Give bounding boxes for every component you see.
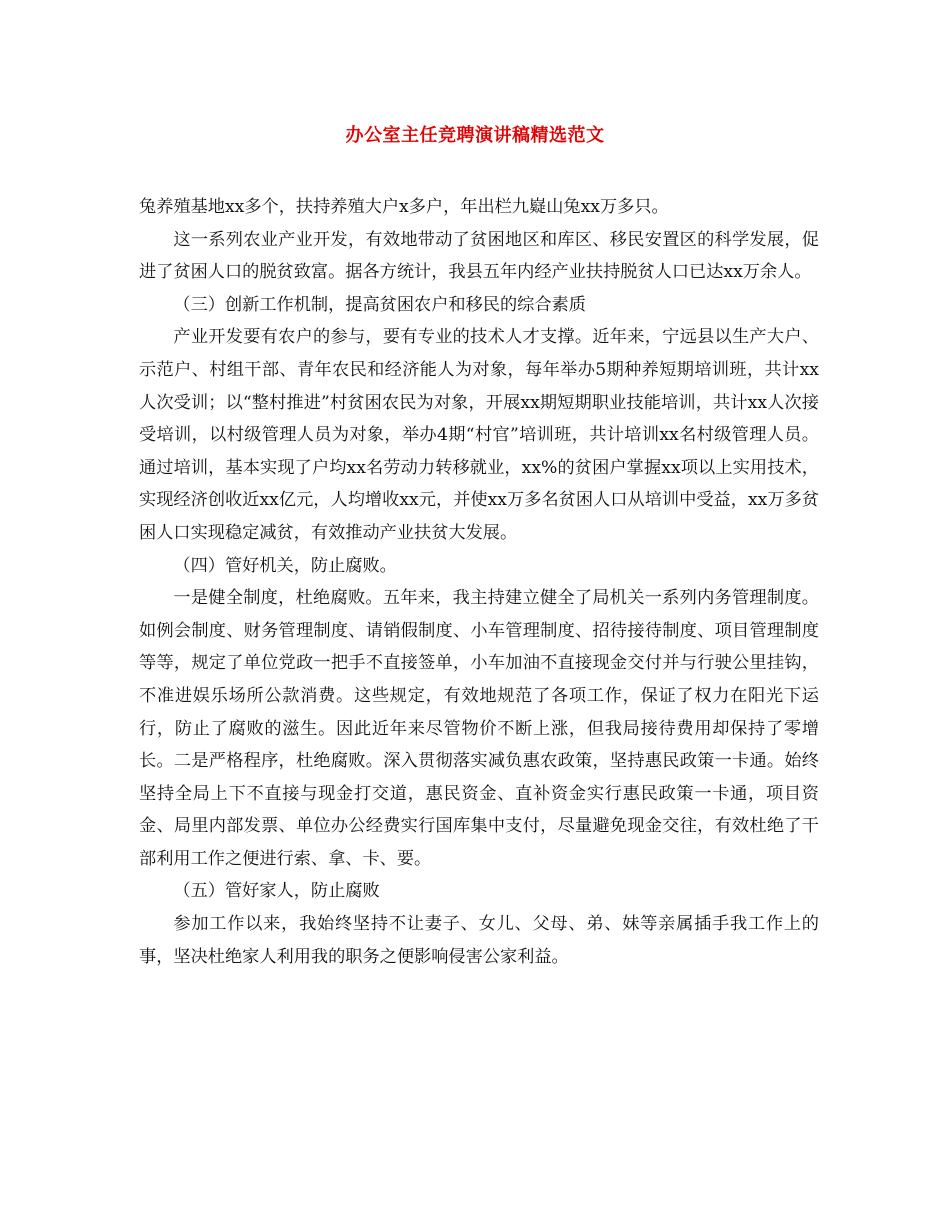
paragraph-family: 参加工作以来，我始终坚持不让妻子、女儿、父母、弟、妹等亲属插手我工作上的事，坚决杜绝家人利用我的职务之便影响侵害公家利益。 xyxy=(139,914,819,967)
section-heading-three: （三）创新工作机制，提高贫困农户和移民的综合素质 xyxy=(173,294,586,315)
paragraph-continuation: 兔养殖基地xx多个，扶持养殖大户x多户，年出栏九嶷山兔xx万多只。 xyxy=(139,197,669,217)
document-body xyxy=(139,191,819,973)
section-heading-four: （四）管好机关，防止腐败。 xyxy=(173,555,397,576)
document-title: 办公室主任竞聘演讲稿精选范文 xyxy=(345,125,605,146)
paragraph-anti-corruption: 一是健全制度，杜绝腐败。五年来，我主持建立健全了局机关一系列内务管理制度。如例会制度、财务管理制度、请销假制度、小车管理制度、招待接待制度、项目管理制度等等，规定了单位党政一把手不直接签单，小车加油不直接现金交付并与行驶公里挂钩，不准进娱乐场所公款消费。这些规定，有效地规范了各项工作，保证了权力在阳光下运行，防止了腐败的滋生。因此近年来尽管物价不断上涨，但我局接待费用却保持了零增长。二是严格程序，杜绝腐败。深入贯彻落实减负惠农政策，坚持惠民政策一卡通。始终坚持全局上下不直接与现金打交道，惠民资金、直补资金实行惠民政策一卡通，项目资金、局里内部发票、单位办公经费实行国库集中支付，尽量避免现金交往，有效杜绝了干部利用工作之便进行索、拿、卡、要。 xyxy=(139,588,819,869)
paragraph-training: 产业开发要有农户的参与，要有专业的技术人才支撑。近年来，宁远县以生产大户、示范户、村组干部、青年农民和经济能人为对象，每年举办5期种养短期培训班，共计xx人次受训；以“整村推进”村贫困农民为对象，开展xx期短期职业技能培训，共计xx人次接受培训，以村级管理人员为对象，举办4期“村官”培训班，共计培训xx名村级管理人员。通过培训，基本实现了户均xx名劳动力转移就业，xx%的贫困户掌握xx项以上实用技术，实现经济创收近xx亿元，人均增收xx元，并使xx万多名贫困人口从培训中受益，xx万多贫困人口实现稳定减贫，有效推动产业扶贫大发展。 xyxy=(139,327,819,543)
paragraph-development-results: 这一系列农业产业开发，有效地带动了贫困地区和库区、移民安置区的科学发展，促进了贫困人口的脱贫致富。据各方统计，我县五年内经产业扶持脱贫人口已达xx万余人。 xyxy=(139,229,819,283)
section-heading-five: （五）管好家人，防止腐败 xyxy=(173,881,380,902)
